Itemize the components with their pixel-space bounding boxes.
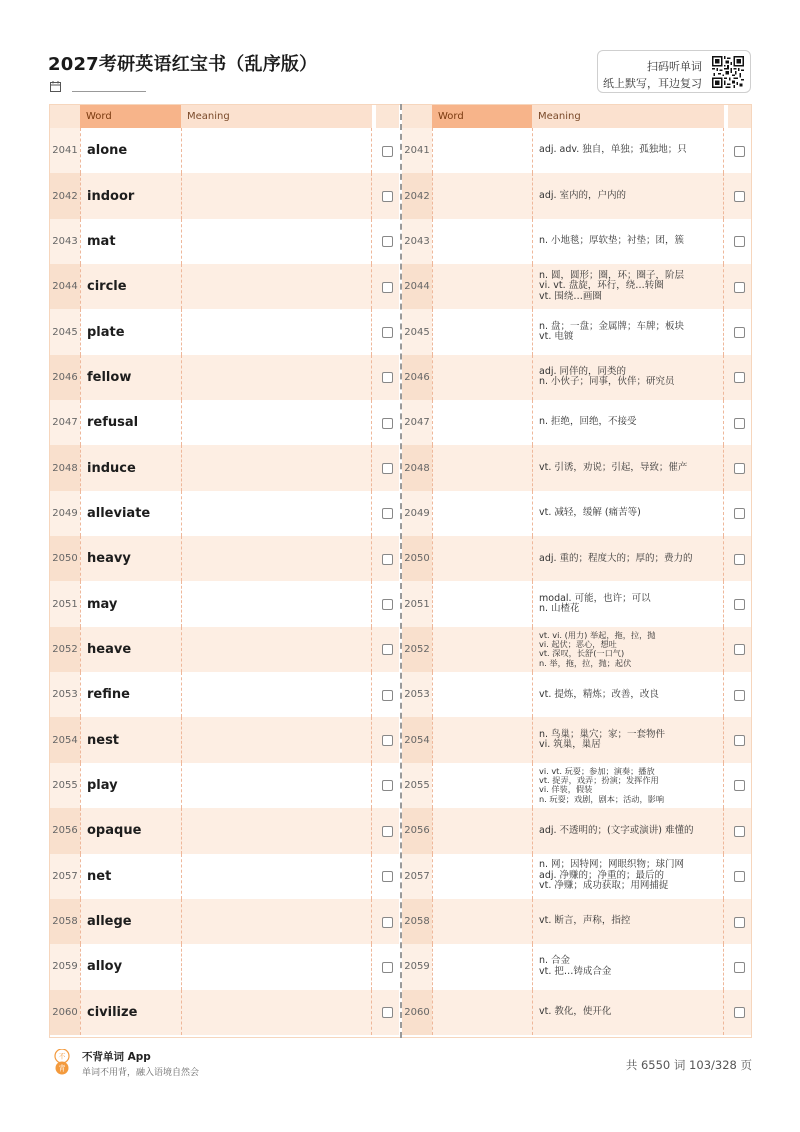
word-cell: induce bbox=[80, 445, 181, 490]
meaning-text: n. 网；因特网；网眼织物；球门网 adj. 净赚的；净重的；最后的 vt. 净赚；成功获取；用网捕捉 bbox=[539, 859, 685, 892]
app-tagline: 单词不用背，融入语境自然会 bbox=[82, 1068, 200, 1078]
word-cell[interactable] bbox=[432, 854, 532, 899]
table-row bbox=[402, 219, 751, 264]
checkbox-icon[interactable] bbox=[382, 327, 393, 338]
word-number: 2043 bbox=[50, 219, 80, 264]
word-cell[interactable] bbox=[432, 717, 532, 762]
word-cell: net bbox=[80, 854, 181, 899]
meaning-text: n. 圆，圆形；圈，环；圈子，阶层 vi. vt. 盘旋，环行，绕…转圈 vt. 围绕…画圈 bbox=[539, 269, 685, 302]
checkbox-header-cell bbox=[728, 105, 751, 128]
table-row bbox=[402, 400, 751, 445]
word-cell[interactable] bbox=[432, 763, 532, 808]
word-cell[interactable] bbox=[432, 944, 532, 989]
checkbox-icon[interactable] bbox=[734, 463, 745, 474]
checkbox-icon[interactable] bbox=[382, 282, 393, 293]
checkbox-icon[interactable] bbox=[734, 917, 745, 928]
meaning-cell bbox=[532, 808, 724, 853]
meaning-cell bbox=[532, 854, 724, 899]
checkbox-icon[interactable] bbox=[382, 599, 393, 610]
table-row bbox=[50, 128, 399, 173]
meaning-text: vt. 断言，声称，指控 bbox=[539, 915, 631, 927]
checkbox-icon[interactable] bbox=[734, 508, 745, 519]
number-header-cell bbox=[402, 105, 432, 128]
table-row bbox=[50, 445, 399, 490]
table-row bbox=[402, 627, 751, 672]
meaning-cell[interactable] bbox=[181, 491, 372, 536]
word-cell: alone bbox=[80, 128, 181, 173]
word-cell: refusal bbox=[80, 400, 181, 445]
table-row bbox=[402, 763, 751, 808]
word-cell[interactable] bbox=[432, 536, 532, 581]
meaning-cell bbox=[532, 400, 724, 445]
word-number: 2053 bbox=[402, 672, 432, 717]
page-info: 共 6550 词 103/328 页 bbox=[625, 1058, 752, 1072]
word-cell: heave bbox=[80, 627, 181, 672]
table-row bbox=[50, 808, 399, 853]
meaning-cell bbox=[532, 264, 724, 309]
checkbox-icon[interactable] bbox=[382, 735, 393, 746]
word-number: 2049 bbox=[50, 491, 80, 536]
word-cell: indoor bbox=[80, 173, 181, 218]
meaning-text: adj. 同伴的，同类的 n. 小伙子；同事，伙伴；研究员 bbox=[539, 365, 675, 388]
table-row bbox=[50, 672, 399, 717]
word-cell: opaque bbox=[80, 808, 181, 853]
meaning-column-half bbox=[402, 105, 751, 1035]
meaning-cell bbox=[532, 717, 724, 762]
meaning-cell bbox=[532, 219, 724, 264]
meaning-text: adj. adv. 独自，单独；孤独地；只 bbox=[539, 144, 687, 156]
word-number: 2056 bbox=[50, 808, 80, 853]
meaning-cell[interactable] bbox=[181, 717, 372, 762]
table-row bbox=[402, 309, 751, 354]
checkbox-icon[interactable] bbox=[734, 146, 745, 157]
meaning-cell bbox=[532, 581, 724, 626]
word-cell[interactable] bbox=[432, 491, 532, 536]
table-row bbox=[50, 627, 399, 672]
checkbox-icon[interactable] bbox=[734, 418, 745, 429]
table-row bbox=[50, 854, 399, 899]
checkbox-icon[interactable] bbox=[734, 599, 745, 610]
table-row bbox=[50, 400, 399, 445]
table-row bbox=[402, 854, 751, 899]
meaning-cell[interactable] bbox=[181, 581, 372, 626]
meaning-cell bbox=[532, 899, 724, 944]
calendar-icon bbox=[50, 81, 61, 92]
word-cell: mat bbox=[80, 219, 181, 264]
word-cell[interactable] bbox=[432, 128, 532, 173]
word-cell[interactable] bbox=[432, 173, 532, 218]
logo-char-2: 背 bbox=[58, 1064, 66, 1073]
word-cell[interactable] bbox=[432, 400, 532, 445]
word-number: 2054 bbox=[50, 717, 80, 762]
meaning-cell bbox=[532, 536, 724, 581]
checkbox-icon[interactable] bbox=[382, 236, 393, 247]
bubei-logo-icon bbox=[51, 1049, 73, 1075]
page-title: 2027考研英语红宝书（乱序版） bbox=[48, 54, 318, 75]
table-row bbox=[402, 355, 751, 400]
table-row bbox=[402, 445, 751, 490]
word-cell: civilize bbox=[80, 990, 181, 1035]
table-row bbox=[402, 808, 751, 853]
word-number: 2046 bbox=[50, 355, 80, 400]
word-cell[interactable] bbox=[432, 899, 532, 944]
checkbox-icon[interactable] bbox=[734, 871, 745, 882]
word-number: 2058 bbox=[402, 899, 432, 944]
table-row bbox=[50, 264, 399, 309]
word-number: 2055 bbox=[402, 763, 432, 808]
meaning-cell[interactable] bbox=[181, 990, 372, 1035]
meaning-text: adj. 不透明的；(文字或演讲) 难懂的 bbox=[539, 824, 694, 836]
word-cell[interactable] bbox=[432, 581, 532, 626]
meaning-cell bbox=[532, 672, 724, 717]
table-row bbox=[402, 672, 751, 717]
word-number: 2056 bbox=[402, 808, 432, 853]
word-number: 2050 bbox=[402, 536, 432, 581]
word-cell: refine bbox=[80, 672, 181, 717]
word-number: 2060 bbox=[50, 990, 80, 1035]
word-number: 2050 bbox=[50, 536, 80, 581]
table-row bbox=[50, 717, 399, 762]
checkbox-icon[interactable] bbox=[382, 146, 393, 157]
word-number: 2060 bbox=[402, 990, 432, 1035]
word-number: 2042 bbox=[50, 173, 80, 218]
meaning-text: modal. 可能，也许；可以 n. 山楂花 bbox=[539, 592, 651, 615]
word-cell: fellow bbox=[80, 355, 181, 400]
table-row bbox=[402, 491, 751, 536]
meaning-cell[interactable] bbox=[181, 355, 372, 400]
meaning-text: n. 鸟巢；巢穴；家；一套物件 vi. 筑巢，巢居 bbox=[539, 728, 666, 751]
meaning-cell[interactable] bbox=[181, 808, 372, 853]
checkbox-icon[interactable] bbox=[734, 780, 745, 791]
word-number: 2043 bbox=[402, 219, 432, 264]
word-cell[interactable] bbox=[432, 309, 532, 354]
meaning-cell bbox=[532, 173, 724, 218]
table-row bbox=[50, 944, 399, 989]
word-number: 2055 bbox=[50, 763, 80, 808]
meaning-cell bbox=[532, 309, 724, 354]
table-row bbox=[402, 173, 751, 218]
meaning-column-header: Meaning bbox=[532, 105, 724, 128]
word-number: 2057 bbox=[50, 854, 80, 899]
table-row bbox=[50, 219, 399, 264]
word-number: 2051 bbox=[402, 581, 432, 626]
right-meaning-list bbox=[402, 128, 751, 1035]
word-cell: alloy bbox=[80, 944, 181, 989]
meaning-cell[interactable] bbox=[181, 899, 372, 944]
meaning-cell bbox=[532, 491, 724, 536]
word-number: 2048 bbox=[402, 445, 432, 490]
checkbox-icon[interactable] bbox=[734, 1007, 745, 1018]
meaning-text: vt. vi. (用力) 举起，拖，拉，抛 vi. 起伏；恶心，想吐 vt. 深叹，长舒(一口气) n. 举，拖，拉，抛；起伏 bbox=[539, 630, 656, 668]
word-number: 2044 bbox=[402, 264, 432, 309]
word-cell[interactable] bbox=[432, 808, 532, 853]
checkbox-icon[interactable] bbox=[734, 282, 745, 293]
word-number: 2049 bbox=[402, 491, 432, 536]
table-row bbox=[402, 990, 751, 1035]
meaning-text: vi. vt. 玩耍；参加；演奏；播放 vt. 捉弄，戏弄；扮演；发挥作用 vi. 佯装，假装 n. 玩耍；戏剧，剧本；活动，影响 bbox=[539, 766, 665, 804]
word-number: 2045 bbox=[402, 309, 432, 354]
table-row bbox=[50, 536, 399, 581]
checkbox-icon[interactable] bbox=[382, 372, 393, 383]
meaning-cell[interactable] bbox=[181, 309, 372, 354]
checkbox-icon[interactable] bbox=[734, 327, 745, 338]
meaning-cell[interactable] bbox=[181, 173, 372, 218]
word-column-header: Word bbox=[80, 105, 181, 128]
word-cell: may bbox=[80, 581, 181, 626]
word-number: 2058 bbox=[50, 899, 80, 944]
word-number: 2044 bbox=[50, 264, 80, 309]
word-cell[interactable] bbox=[432, 264, 532, 309]
date-line[interactable] bbox=[72, 91, 146, 92]
word-cell: plate bbox=[80, 309, 181, 354]
meaning-column-header: Meaning bbox=[181, 105, 372, 128]
checkbox-icon[interactable] bbox=[382, 1007, 393, 1018]
meaning-text: vt. 引诱，劝说；引起，导致；催产 bbox=[539, 461, 688, 473]
word-cell: alleviate bbox=[80, 491, 181, 536]
table-row bbox=[402, 717, 751, 762]
word-number: 2053 bbox=[50, 672, 80, 717]
word-number: 2045 bbox=[50, 309, 80, 354]
checkbox-icon[interactable] bbox=[734, 962, 745, 973]
meaning-text: n. 拒绝，回绝，不接受 bbox=[539, 416, 637, 428]
checkbox-icon[interactable] bbox=[734, 826, 745, 837]
table-row bbox=[50, 990, 399, 1035]
checkbox-icon[interactable] bbox=[734, 372, 745, 383]
checkbox-icon[interactable] bbox=[734, 191, 745, 202]
word-number: 2052 bbox=[402, 627, 432, 672]
word-number: 2059 bbox=[50, 944, 80, 989]
word-number: 2051 bbox=[50, 581, 80, 626]
meaning-cell bbox=[532, 763, 724, 808]
word-cell: circle bbox=[80, 264, 181, 309]
meaning-cell bbox=[532, 355, 724, 400]
checkbox-icon[interactable] bbox=[734, 644, 745, 655]
number-header-cell bbox=[50, 105, 80, 128]
checkbox-icon[interactable] bbox=[382, 463, 393, 474]
word-cell[interactable] bbox=[432, 219, 532, 264]
meaning-cell bbox=[532, 990, 724, 1035]
word-number: 2059 bbox=[402, 944, 432, 989]
checkbox-icon[interactable] bbox=[382, 644, 393, 655]
checkbox-icon[interactable] bbox=[382, 780, 393, 791]
word-cell[interactable] bbox=[432, 445, 532, 490]
meaning-text: n. 合金 vt. 把…铸成合金 bbox=[539, 955, 612, 977]
checkbox-icon[interactable] bbox=[734, 690, 745, 701]
meaning-cell bbox=[532, 944, 724, 989]
checkbox-icon[interactable] bbox=[382, 826, 393, 837]
word-cell[interactable] bbox=[432, 355, 532, 400]
checkbox-icon[interactable] bbox=[382, 871, 393, 882]
word-number: 2048 bbox=[50, 445, 80, 490]
word-number: 2047 bbox=[402, 400, 432, 445]
left-word-list bbox=[50, 128, 399, 1035]
app-name: 不背单词 App bbox=[82, 1051, 151, 1063]
word-number: 2046 bbox=[402, 355, 432, 400]
checkbox-icon[interactable] bbox=[382, 418, 393, 429]
meaning-cell[interactable] bbox=[181, 944, 372, 989]
word-number: 2054 bbox=[402, 717, 432, 762]
meaning-cell bbox=[532, 445, 724, 490]
meaning-cell[interactable] bbox=[181, 128, 372, 173]
table-row bbox=[402, 944, 751, 989]
meaning-cell[interactable] bbox=[181, 536, 372, 581]
promo-line2: 纸上默写，耳边复习 bbox=[603, 77, 702, 90]
meaning-text: adj. 重的；程度大的；厚的；费力的 bbox=[539, 552, 693, 564]
qr-code-icon[interactable] bbox=[712, 56, 744, 88]
word-cell: heavy bbox=[80, 536, 181, 581]
meaning-cell bbox=[532, 627, 724, 672]
right-header-row bbox=[402, 105, 751, 128]
word-cell: allege bbox=[80, 899, 181, 944]
meaning-text: n. 盘；一盘；金属牌；车牌；板块 vt. 电镀 bbox=[539, 320, 685, 343]
table-row bbox=[50, 355, 399, 400]
checkbox-icon[interactable] bbox=[734, 236, 745, 247]
table-row bbox=[50, 309, 399, 354]
checkbox-icon[interactable] bbox=[734, 735, 745, 746]
word-cell[interactable] bbox=[432, 990, 532, 1035]
table-row bbox=[50, 899, 399, 944]
table-row bbox=[50, 763, 399, 808]
promo-line1: 扫码听单词 bbox=[647, 60, 702, 73]
checkbox-icon[interactable] bbox=[382, 554, 393, 565]
logo-char-1: 不 bbox=[58, 1052, 66, 1061]
meaning-text: vt. 减轻，缓解 (痛苦等) bbox=[539, 507, 641, 519]
word-number: 2057 bbox=[402, 854, 432, 899]
word-number: 2052 bbox=[50, 627, 80, 672]
meaning-cell[interactable] bbox=[181, 672, 372, 717]
table-row bbox=[402, 536, 751, 581]
meaning-text: n. 小地毯；厚软垫；衬垫；团，簇 bbox=[539, 235, 685, 247]
checkbox-icon[interactable] bbox=[382, 191, 393, 202]
meaning-cell[interactable] bbox=[181, 400, 372, 445]
checkbox-icon[interactable] bbox=[734, 554, 745, 565]
meaning-cell bbox=[532, 128, 724, 173]
meaning-cell[interactable] bbox=[181, 264, 372, 309]
meaning-text: vt. 提炼，精炼；改善，改良 bbox=[539, 688, 659, 700]
table-row bbox=[402, 581, 751, 626]
checkbox-icon[interactable] bbox=[382, 962, 393, 973]
meaning-cell[interactable] bbox=[181, 219, 372, 264]
checkbox-header-cell bbox=[376, 105, 399, 128]
table-row bbox=[402, 128, 751, 173]
left-header-row bbox=[50, 105, 399, 128]
audio-promo-box bbox=[597, 50, 751, 93]
word-number: 2047 bbox=[50, 400, 80, 445]
word-number: 2042 bbox=[402, 173, 432, 218]
table-row bbox=[402, 264, 751, 309]
word-column-half bbox=[50, 105, 399, 1035]
word-column-header: Word bbox=[432, 105, 532, 128]
meaning-cell[interactable] bbox=[181, 763, 372, 808]
word-cell: play bbox=[80, 763, 181, 808]
checkbox-icon[interactable] bbox=[382, 508, 393, 519]
checkbox-icon[interactable] bbox=[382, 690, 393, 701]
meaning-text: vt. 教化，使开化 bbox=[539, 1005, 612, 1017]
checkbox-icon[interactable] bbox=[382, 917, 393, 928]
word-number: 2041 bbox=[50, 128, 80, 173]
table-row bbox=[402, 899, 751, 944]
meaning-cell[interactable] bbox=[181, 445, 372, 490]
word-cell: nest bbox=[80, 717, 181, 762]
meaning-cell[interactable] bbox=[181, 627, 372, 672]
meaning-cell[interactable] bbox=[181, 854, 372, 899]
word-cell[interactable] bbox=[432, 672, 532, 717]
word-number: 2041 bbox=[402, 128, 432, 173]
word-cell[interactable] bbox=[432, 627, 532, 672]
table-row bbox=[50, 581, 399, 626]
meaning-text: adj. 室内的，户内的 bbox=[539, 189, 627, 201]
table-row bbox=[50, 173, 399, 218]
table-row bbox=[50, 491, 399, 536]
